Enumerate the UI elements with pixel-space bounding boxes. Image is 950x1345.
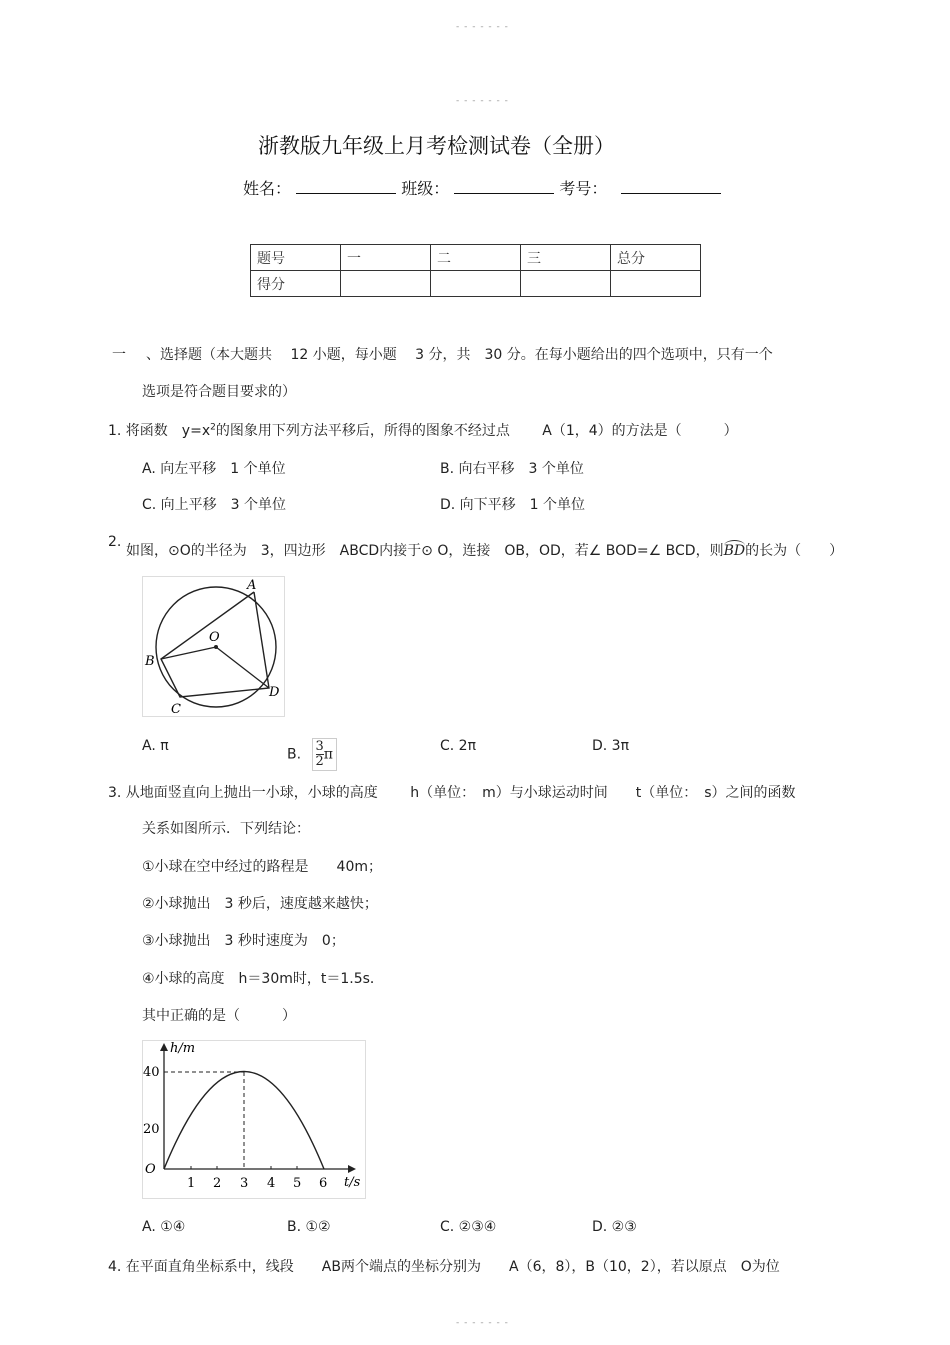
section-text: 、选择题（本大题共 12 小题，每小题 3 分，共 30 分。在每小题给出的四个选项中，只有一个 <box>146 347 773 363</box>
pi-symbol: π <box>323 746 333 763</box>
circle-diagram <box>143 577 284 716</box>
score-cell[interactable] <box>521 271 611 297</box>
score-cell[interactable] <box>611 271 701 297</box>
x-axis-label: t/s <box>344 1175 361 1190</box>
q2-number: 2. <box>108 534 122 550</box>
table-cell: 总分 <box>611 245 701 271</box>
exam-blank[interactable] <box>621 179 721 194</box>
question-3: 3. 从地面竖直向上抛出一小球，小球的高度 h（单位： m）与小球运动时间 t（单位： s）之间的函数 <box>108 785 796 801</box>
origin-label: O <box>145 1162 156 1177</box>
graph-svg <box>143 1041 365 1198</box>
q2-option-b[interactable] <box>287 738 337 771</box>
x-tick-label: 3 <box>240 1176 249 1191</box>
fraction-denominator: 2 <box>315 754 324 769</box>
score-cell[interactable] <box>431 271 521 297</box>
class-label: 班级： <box>401 179 450 198</box>
q2-arc: BD <box>724 540 746 559</box>
section-text-2: 选项是符合题目要求的） <box>142 384 296 400</box>
q2-text: 如图，⊙O的半径为 3，四边形 ABCD内接于⊙ O，连接 OB，OD，若∠ BOD=∠ BCD，则 <box>126 543 724 559</box>
q3-option-c[interactable]: C. ②③④ <box>440 1219 497 1235</box>
section-title <box>112 344 773 364</box>
page-title: 浙教版九年级上月考检测试卷（全册） <box>258 134 615 158</box>
footer-dots: - - - - - - - <box>456 1318 509 1328</box>
q3-item-2: ②小球抛出 3 秒后，速度越来越快； <box>142 896 378 912</box>
header-dots-2: - - - - - - - <box>456 96 509 106</box>
table-cell: 题号 <box>251 245 341 271</box>
name-blank[interactable] <box>296 179 396 194</box>
q3-item-3: ③小球抛出 3 秒时速度为 0； <box>142 933 345 949</box>
q2-option-d[interactable]: D. 3π <box>592 738 630 754</box>
q3-option-b[interactable]: B. ①② <box>287 1219 331 1235</box>
q3-option-d[interactable]: D. ②③ <box>592 1219 637 1235</box>
q1-sup: 2 <box>210 422 216 433</box>
x-tick-label: 2 <box>213 1176 222 1191</box>
class-blank[interactable] <box>454 179 554 194</box>
y-axis-label: h/m <box>170 1041 196 1056</box>
question-4: 4. 在平面直角坐标系中，线段 AB两个端点的坐标分别为 A（6，8），B（10，2），若以原点 O为位 <box>108 1259 780 1275</box>
q2-text-after: 的长为（ ） <box>745 543 844 559</box>
label-a: A <box>247 578 257 593</box>
q2-option-a[interactable]: A. π <box>142 738 169 754</box>
x-tick-label: 1 <box>187 1176 196 1191</box>
table-cell: 一 <box>341 245 431 271</box>
q2-option-c[interactable]: C. 2π <box>440 738 477 754</box>
q1-prefix: 1. 将函数 y=x <box>108 423 211 439</box>
table-row <box>251 245 701 271</box>
x-tick-label: 5 <box>293 1176 302 1191</box>
label-d: D <box>269 685 280 700</box>
label-c: C <box>171 702 181 716</box>
exam-label: 考号： <box>559 179 608 198</box>
fraction-box <box>312 738 337 771</box>
height-time-graph <box>142 1040 366 1199</box>
q1-option-a[interactable]: A. 向左平移 1 个单位 <box>142 461 286 477</box>
score-cell[interactable] <box>341 271 431 297</box>
q3-item-1: ①小球在空中经过的路程是 40m； <box>142 859 383 875</box>
q3-ask: 其中正确的是（ ） <box>142 1008 296 1024</box>
table-cell: 得分 <box>251 271 341 297</box>
table-row <box>251 271 701 297</box>
circle-figure <box>142 576 285 717</box>
table-cell: 三 <box>521 245 611 271</box>
question-2 <box>126 540 843 560</box>
score-table <box>250 244 701 297</box>
q1-suffix: 的图象用下列方法平移后，所得的图象不经过点 A（1，4）的方法是（ ） <box>215 423 738 439</box>
q3-item-4: ④小球的高度 h＝30m时，t＝1.5s． <box>142 971 384 987</box>
label-o: O <box>209 630 220 645</box>
x-tick-label: 4 <box>267 1176 276 1191</box>
q1-option-d[interactable]: D. 向下平移 1 个单位 <box>440 497 586 513</box>
y-tick-label: 20 <box>143 1122 160 1137</box>
q3-option-a[interactable]: A. ①④ <box>142 1219 186 1235</box>
section-number: 一 <box>112 347 126 363</box>
q2-option-b-letter: B. <box>287 746 302 763</box>
fraction-numerator: 3 <box>315 739 324 754</box>
table-cell: 二 <box>431 245 521 271</box>
q1-option-c[interactable]: C. 向上平移 3 个单位 <box>142 497 287 513</box>
y-tick-label: 40 <box>143 1065 160 1080</box>
label-b: B <box>145 654 155 669</box>
q3-line-2: 关系如图所示．下列结论： <box>142 821 310 837</box>
q1-option-b[interactable]: B. 向右平移 3 个单位 <box>440 461 584 477</box>
question-1 <box>108 420 738 440</box>
name-label: 姓名： <box>243 179 292 198</box>
student-info <box>243 176 721 199</box>
x-tick-label: 6 <box>319 1176 328 1191</box>
header-dots: - - - - - - - <box>456 22 509 32</box>
